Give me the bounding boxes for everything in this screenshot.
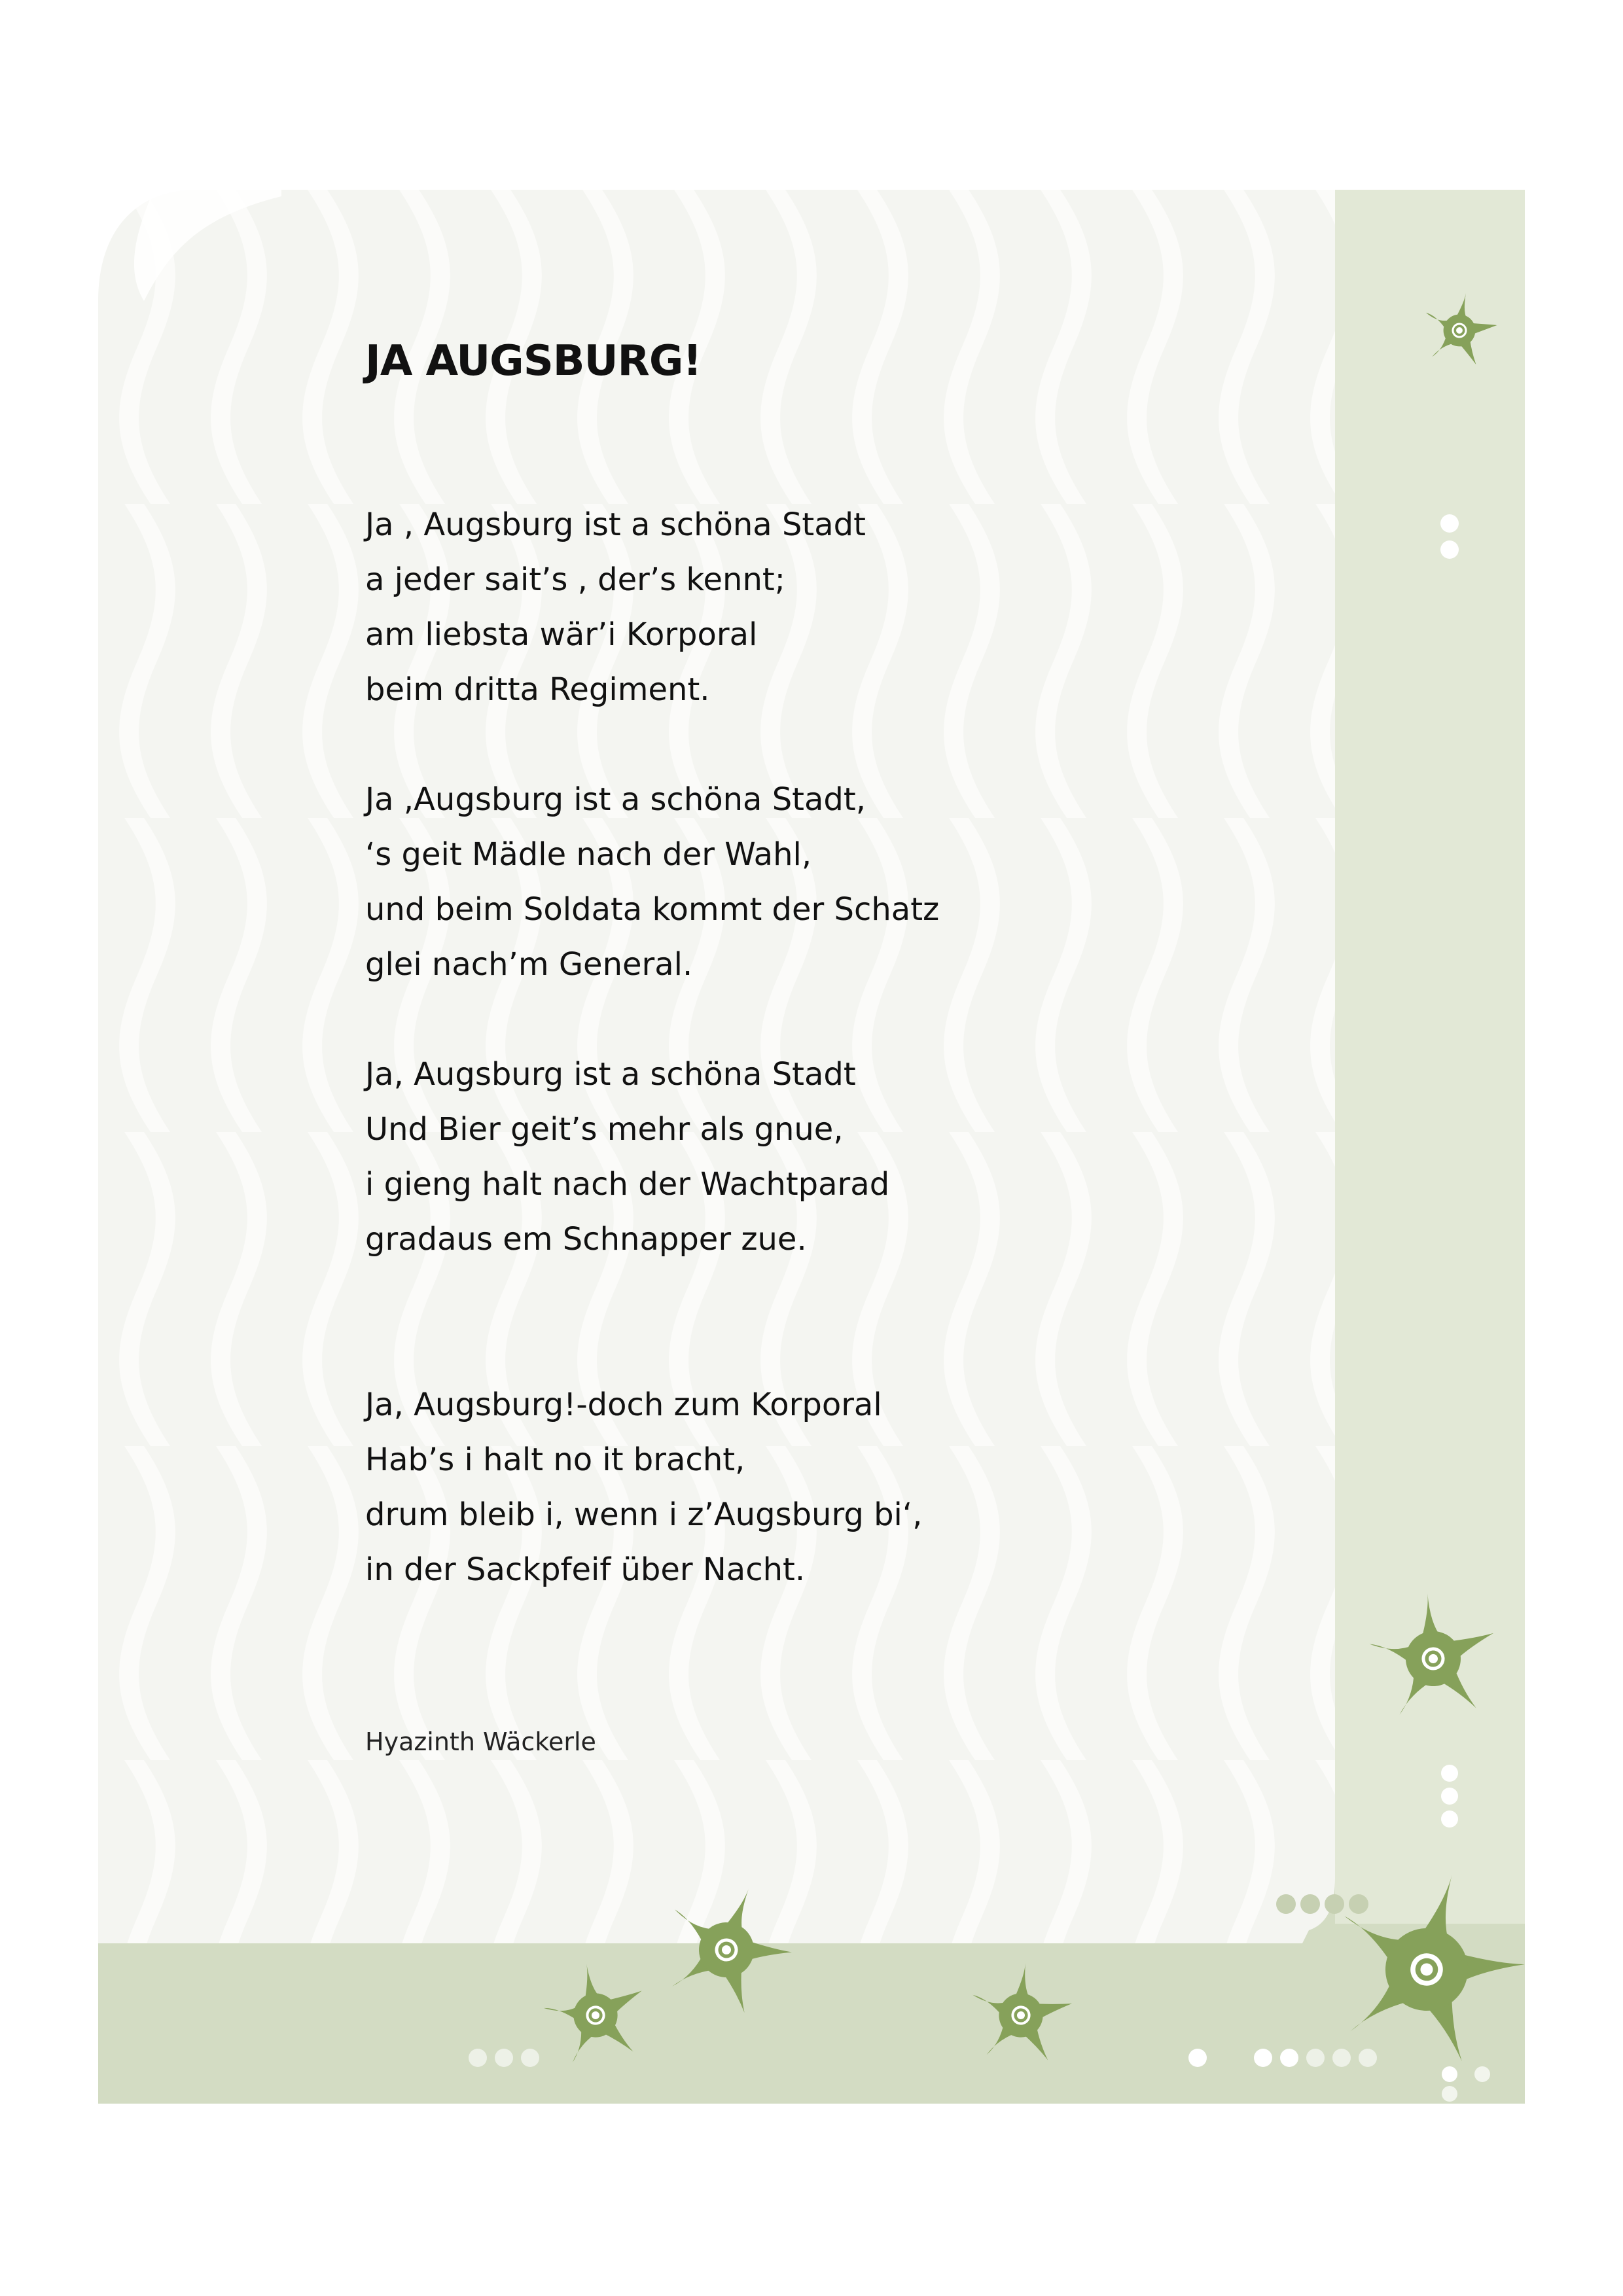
stanza <box>365 1377 922 1597</box>
poem-line: und beim Soldata kommt der Schatz <box>365 891 940 928</box>
poem-line: ‘s geit Mädle nach der Wahl, <box>365 836 812 873</box>
poem-line: Ja, Augsburg ist a schöna Stadt <box>365 1056 856 1093</box>
poem-line: glei nach’m General. <box>365 946 693 983</box>
poem-line: Ja , Augsburg ist a schöna Stadt <box>365 506 866 543</box>
right-band <box>1335 190 1525 2104</box>
poem-line: Ja ,Augsburg ist a schöna Stadt, <box>365 781 866 818</box>
poem-line: a jeder sait’s , der’s kennt; <box>365 561 785 598</box>
poem-line: i gieng halt nach der Wachtparad <box>365 1166 890 1203</box>
poem-line: Ja, Augsburg!-doch zum Korporal <box>365 1386 882 1423</box>
poem-line: drum bleib i, wenn i z’Augsburg bi‘, <box>365 1496 923 1533</box>
poem-line: beim dritta Regiment. <box>365 671 710 708</box>
poem-title: JA AUGSBURG! <box>365 337 702 385</box>
stanza <box>365 772 939 992</box>
stanza <box>365 497 866 717</box>
poem-line: gradaus em Schnapper zue. <box>365 1221 807 1258</box>
stanza <box>365 1047 889 1267</box>
poem-line: in der Sackpfeif über Nacht. <box>365 1551 806 1588</box>
poem <box>365 337 1281 1756</box>
poem-line: Und Bier geit’s mehr als gnue, <box>365 1111 844 1148</box>
poem-author: Hyazinth Wäckerle <box>365 1727 596 1756</box>
poem-line: Hab’s i halt no it bracht, <box>365 1441 745 1478</box>
poem-line: am liebsta wär’i Korporal <box>365 616 758 653</box>
